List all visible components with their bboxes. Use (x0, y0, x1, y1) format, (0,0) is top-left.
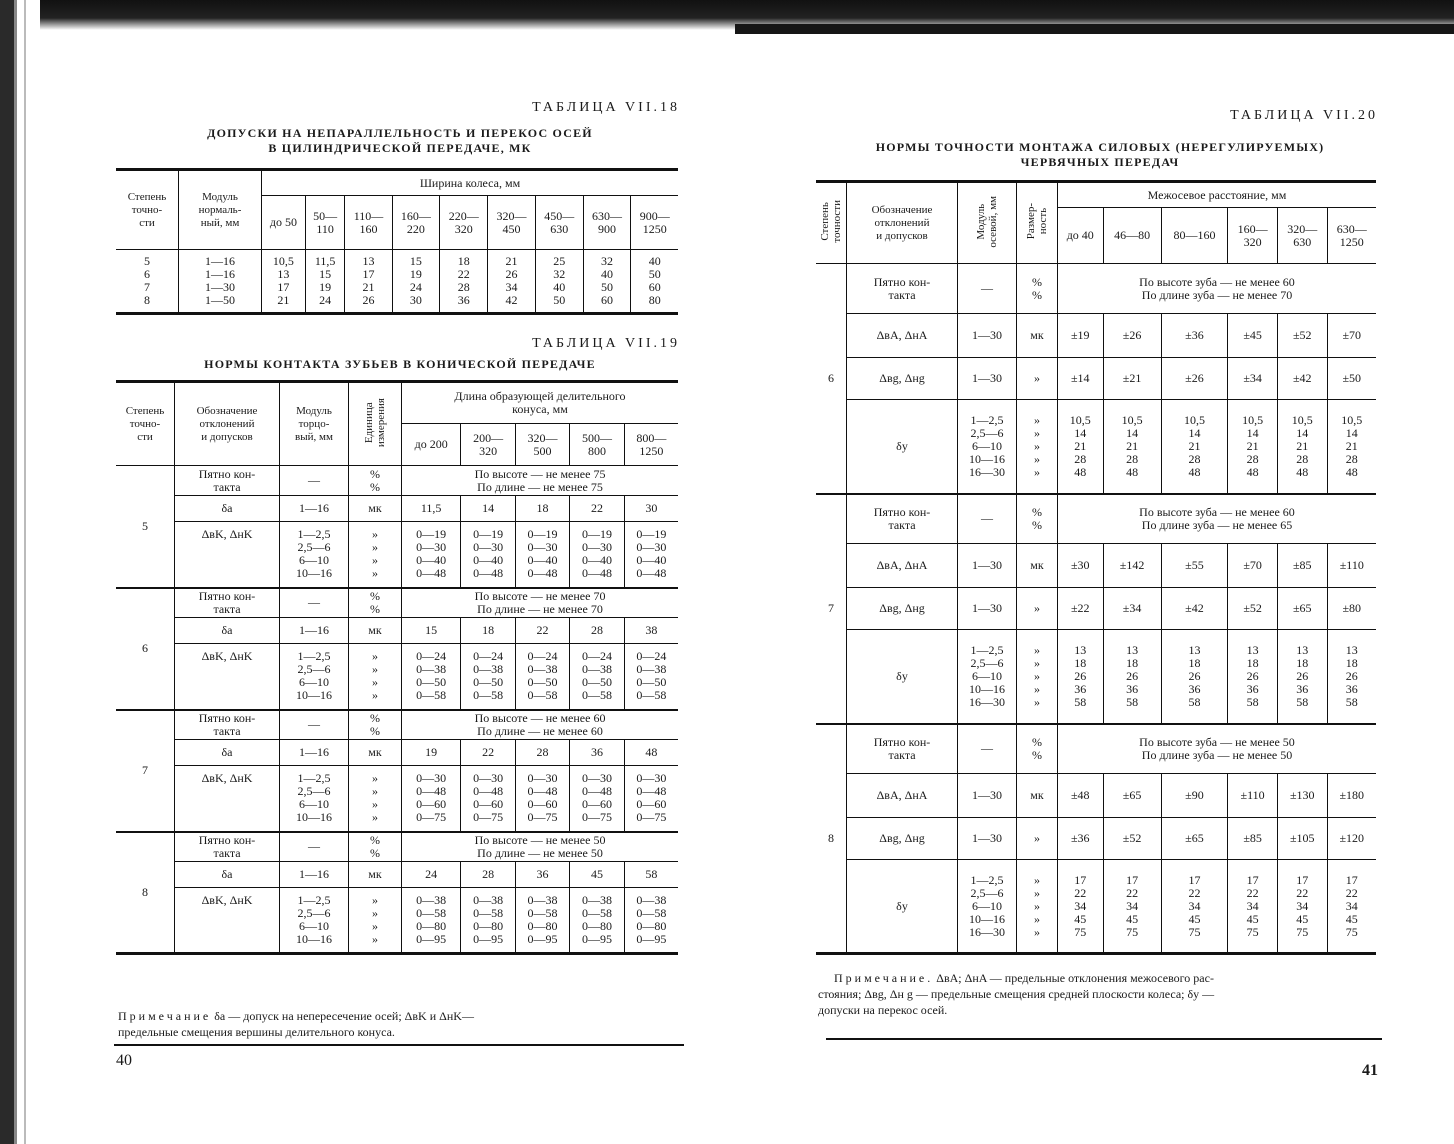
value-cell: ±45 (1228, 314, 1278, 358)
table-vii20-note (818, 970, 1394, 1018)
dimension-cell: » » » » » (1017, 860, 1058, 954)
page-bottom-rule (114, 1044, 684, 1046)
value-cell: 10,5 14 21 28 48 (1327, 400, 1376, 494)
delta-a-label: ΔвA, ΔнA (847, 314, 958, 358)
module-cell: 1—30 (958, 314, 1017, 358)
value-cell: 0—30 0—48 0—60 0—75 (624, 766, 678, 832)
value-cell: ±19 (1058, 314, 1104, 358)
value-cell: 38 (624, 618, 678, 644)
unit-cell: % % (349, 466, 402, 496)
contact-label: Пятно кон- такта (175, 588, 280, 618)
note-text-3: допуски на перекос осей. (818, 1003, 948, 1017)
module-cell: 1—2,5 2,5—6 6—10 10—16 16—30 (958, 860, 1017, 954)
delta-k-label: ΔвK, ΔнK (175, 766, 280, 832)
table-vii18 (116, 168, 678, 315)
value-cell: ±65 (1277, 588, 1327, 630)
value-cell: 25 32 40 50 (535, 250, 583, 314)
module-cell: 1—2,5 2,5—6 6—10 10—16 (280, 888, 349, 954)
value-cell: 58 (624, 862, 678, 888)
table-vii20-label: ТАБЛИЦА VII.20 (1230, 108, 1378, 123)
value-cell: 13 18 26 36 58 (1228, 630, 1278, 724)
value-cell: 10,5 14 21 28 48 (1058, 400, 1104, 494)
degree-cell: 7 (816, 494, 847, 724)
contact-label: Пятно кон- такта (175, 710, 280, 740)
table-vii18-label: ТАБЛИЦА VII.18 (532, 100, 680, 115)
table-row (116, 250, 678, 314)
table-vii19-body (116, 466, 678, 954)
note-word: Примечание (118, 1009, 212, 1023)
module-cell: — (958, 264, 1017, 314)
col-header-width: Ширина колеса, мм (262, 170, 679, 196)
value-cell: ±70 (1228, 544, 1278, 588)
note-word: Примечание. (834, 971, 934, 985)
note-text: δа — допуск на непересечение осей; ΔвK и ΔнK— (211, 1009, 474, 1023)
value-cell: 36 (570, 740, 624, 766)
contact-text: По высоте — не менее 70 По длине — не менее 70 (402, 588, 679, 618)
value-cell: 28 (515, 740, 569, 766)
unit-cell: » » » » (349, 766, 402, 832)
value-cell: 13 18 26 36 58 (1327, 630, 1376, 724)
table-row (116, 740, 678, 766)
value-cell: 0—24 0—38 0—50 0—58 (461, 644, 515, 710)
col-width-5: 320— 450 (488, 196, 536, 250)
value-cell: ±34 (1228, 358, 1278, 400)
module-cell: — (280, 710, 349, 740)
value-cell: ±180 (1327, 774, 1376, 818)
col-length-2: 320— 500 (515, 424, 569, 466)
table-row (816, 358, 1376, 400)
value-cell: 10,5 14 21 28 48 (1228, 400, 1278, 494)
value-cell: ±85 (1277, 544, 1327, 588)
module-header-text: Модуль осевой, мм (975, 195, 999, 248)
value-cell: ±110 (1327, 544, 1376, 588)
delta-g-label: Δвg, Δнg (847, 818, 958, 860)
value-cell: ±142 (1103, 544, 1161, 588)
value-cell: 28 (461, 862, 515, 888)
table-row (816, 860, 1376, 954)
value-cell: ±30 (1058, 544, 1104, 588)
value-cell: 28 (570, 618, 624, 644)
value-cell: 0—38 0—58 0—80 0—95 (570, 888, 624, 954)
degree-cell: 5 6 7 8 (144, 254, 150, 307)
contact-label: Пятно кон- такта (847, 494, 958, 544)
value-cell: 17 22 34 45 75 (1228, 860, 1278, 954)
unit-cell: » » » » (349, 522, 402, 588)
value-cell: 17 22 34 45 75 (1161, 860, 1228, 954)
col-header-length: Длина образующей делительного конуса, мм (402, 382, 679, 424)
dimension-cell: % % (1017, 264, 1058, 314)
delta-g-label: Δвg, Δнg (847, 358, 958, 400)
contact-text: По высоте — не менее 50 По длине — не менее 50 (402, 832, 679, 862)
table-vii18-title-line2: В ЦИЛИНДРИЧЕСКОЙ ПЕРЕДАЧЕ, МК (268, 141, 532, 155)
value-cell: 22 (570, 496, 624, 522)
col-length-4: 800— 1250 (624, 424, 678, 466)
col-header-degree: Степень точно- сти (116, 170, 179, 250)
module-cell: 1—16 (280, 618, 349, 644)
col-width-7: 630— 900 (583, 196, 631, 250)
value-cell: 0—24 0—38 0—50 0—58 (402, 644, 461, 710)
page-number: 41 (1362, 1062, 1378, 1079)
unit-cell: » » » » (349, 644, 402, 710)
module-cell: 1—16 (280, 862, 349, 888)
value-cell: 18 (461, 618, 515, 644)
col-width-2: 110— 160 (345, 196, 392, 250)
value-cell: 15 19 24 30 (392, 250, 440, 314)
dimension-cell: » (1017, 818, 1058, 860)
value-cell: 0—30 0—48 0—60 0—75 (461, 766, 515, 832)
contact-text: По высоте — не менее 60 По длине — не менее 60 (402, 710, 679, 740)
col-dist-4: 320— 630 (1277, 208, 1327, 264)
table-row (816, 588, 1376, 630)
value-cell: 13 17 21 26 (345, 250, 392, 314)
value-cell: 0—19 0—30 0—40 0—48 (515, 522, 569, 588)
value-cell: 40 50 60 80 (631, 250, 678, 314)
value-cell: 48 (624, 740, 678, 766)
value-cell: 10,5 14 21 28 48 (1277, 400, 1327, 494)
unit-cell: % % (349, 832, 402, 862)
value-cell: ±52 (1228, 588, 1278, 630)
right-page (800, 0, 1400, 1144)
delta-a-label: δа (175, 862, 280, 888)
delta-a-label: ΔвA, ΔнA (847, 544, 958, 588)
value-cell: 0—30 0—48 0—60 0—75 (515, 766, 569, 832)
page-bottom-rule (826, 1038, 1382, 1040)
value-cell: ±21 (1103, 358, 1161, 400)
module-cell: 1—2,5 2,5—6 6—10 10—16 (280, 644, 349, 710)
dimension-cell: мк (1017, 544, 1058, 588)
col-dist-5: 630— 1250 (1327, 208, 1376, 264)
degree-cell: 5 (116, 466, 175, 588)
dimension-cell: » » » » » (1017, 630, 1058, 724)
table-row (816, 264, 1376, 314)
col-dist-1: 46—80 (1103, 208, 1161, 264)
value-cell: 17 22 34 45 75 (1058, 860, 1104, 954)
contact-text: По высоте зуба — не менее 60 По длине зуба — не менее 70 (1058, 264, 1377, 314)
table-vii20-title (840, 140, 1360, 170)
value-cell: ±70 (1327, 314, 1376, 358)
dimension-header-text: Размер- ность (1025, 203, 1049, 240)
table-vii20-title-line1: НОРМЫ ТОЧНОСТИ МОНТАЖА СИЛОВЫХ (НЕРЕГУЛИРУЕМЫХ) (875, 140, 1325, 154)
dimension-cell: мк (1017, 774, 1058, 818)
value-cell: 17 22 34 45 75 (1103, 860, 1161, 954)
col-header-module: Модуль торцо- вый, мм (280, 382, 349, 466)
value-cell: 11,5 (402, 496, 461, 522)
contact-label: Пятно кон- такта (175, 832, 280, 862)
book-spine-line (24, 0, 26, 1144)
unit-cell: % % (349, 710, 402, 740)
table-vii19-title: НОРМЫ КОНТАКТА ЗУБЬЕВ В КОНИЧЕСКОЙ ПЕРЕДАЧЕ (204, 357, 596, 371)
value-cell: ±65 (1161, 818, 1228, 860)
value-cell: ±105 (1277, 818, 1327, 860)
value-cell: 19 (402, 740, 461, 766)
module-cell: — (280, 466, 349, 496)
value-cell: 10,5 14 21 28 48 (1161, 400, 1228, 494)
value-cell: 0—24 0—38 0—50 0—58 (624, 644, 678, 710)
value-cell: 45 (570, 862, 624, 888)
value-cell: 0—24 0—38 0—50 0—58 (515, 644, 569, 710)
dimension-cell: % % (1017, 724, 1058, 774)
value-cell: ±65 (1103, 774, 1161, 818)
delta-a-label: δа (175, 740, 280, 766)
unit-cell: мк (349, 740, 402, 766)
col-header-dimension (1017, 182, 1058, 264)
module-cell: — (958, 494, 1017, 544)
col-length-3: 500— 800 (570, 424, 624, 466)
table-row (816, 544, 1376, 588)
table-vii20 (816, 180, 1376, 955)
value-cell: ±42 (1277, 358, 1327, 400)
col-length-1: 200— 320 (461, 424, 515, 466)
col-dist-2: 80—160 (1161, 208, 1228, 264)
col-header-module (958, 182, 1017, 264)
contact-text: По высоте — не менее 75 По длине — не менее 75 (402, 466, 679, 496)
value-cell: ±120 (1327, 818, 1376, 860)
table-row (116, 618, 678, 644)
module-cell: 1—16 (280, 740, 349, 766)
col-header-distance: Межосевое расстояние, мм (1058, 182, 1377, 208)
module-cell: 1—2,5 2,5—6 6—10 10—16 (280, 766, 349, 832)
table-row (816, 400, 1376, 494)
module-cell: — (280, 832, 349, 862)
value-cell: 0—19 0—30 0—40 0—48 (570, 522, 624, 588)
delta-a-label: δа (175, 496, 280, 522)
degree-cell: 6 (116, 588, 175, 710)
degree-cell: 8 (142, 884, 148, 899)
value-cell: 17 22 34 45 75 (1277, 860, 1327, 954)
delta-g-label: Δвg, Δнg (847, 588, 958, 630)
delta-y-label: δу (847, 400, 958, 494)
table-row (116, 710, 678, 740)
value-cell: ±36 (1058, 818, 1104, 860)
value-cell: 0—30 0—48 0—60 0—75 (402, 766, 461, 832)
degree-header-text: Степень точности (819, 200, 843, 243)
col-dist-0: до 40 (1058, 208, 1104, 264)
left-page (100, 0, 690, 1144)
value-cell: ±85 (1228, 818, 1278, 860)
delta-y-label: δу (847, 860, 958, 954)
delta-k-label: ΔвK, ΔнK (175, 888, 280, 954)
value-cell: 24 (402, 862, 461, 888)
value-cell: 0—38 0—58 0—80 0—95 (402, 888, 461, 954)
value-cell: ±130 (1277, 774, 1327, 818)
table-vii20-body (816, 264, 1376, 954)
table-row (816, 818, 1376, 860)
book-spine-shadow (0, 0, 14, 1144)
value-cell: 13 18 26 36 58 (1058, 630, 1104, 724)
table-vii19 (116, 380, 678, 955)
table-vii18-title (160, 126, 640, 156)
value-cell: 13 18 26 36 58 (1277, 630, 1327, 724)
value-cell: 0—19 0—30 0—40 0—48 (402, 522, 461, 588)
value-cell: 30 (624, 496, 678, 522)
table-row (116, 466, 678, 496)
unit-cell: % % (349, 588, 402, 618)
table-row (816, 314, 1376, 358)
module-cell: 1—2,5 2,5—6 6—10 10—16 16—30 (958, 630, 1017, 724)
col-header-module: Модуль нормаль- ный, мм (179, 170, 262, 250)
value-cell: ±48 (1058, 774, 1104, 818)
degree-cell: 7 (116, 710, 175, 832)
value-cell: 36 (515, 862, 569, 888)
module-cell: 1—30 (958, 774, 1017, 818)
value-cell: 15 (402, 618, 461, 644)
book-spine-edge (14, 0, 17, 1144)
col-dist-3: 160— 320 (1228, 208, 1278, 264)
module-cell: 1—16 1—16 1—30 1—50 (179, 250, 262, 314)
unit-header-text: Единица измерения (363, 397, 387, 448)
value-cell: 0—24 0—38 0—50 0—58 (570, 644, 624, 710)
module-cell: 1—30 (958, 818, 1017, 860)
value-cell: ±36 (1161, 314, 1228, 358)
delta-k-label: ΔвK, ΔнK (175, 522, 280, 588)
col-width-4: 220— 320 (440, 196, 488, 250)
contact-label: Пятно кон- такта (175, 466, 280, 496)
value-cell: 22 (461, 740, 515, 766)
value-cell: 18 (515, 496, 569, 522)
value-cell: 13 18 26 36 58 (1161, 630, 1228, 724)
value-cell: 0—38 0—58 0—80 0—95 (461, 888, 515, 954)
col-header-designation: Обозначение отклонений и допусков (847, 182, 958, 264)
unit-cell: мк (349, 496, 402, 522)
unit-cell: мк (349, 618, 402, 644)
dimension-cell: » (1017, 358, 1058, 400)
col-width-1: 50— 110 (305, 196, 345, 250)
value-cell: ±14 (1058, 358, 1104, 400)
value-cell: ±34 (1103, 588, 1161, 630)
value-cell: ±110 (1228, 774, 1278, 818)
value-cell: ±22 (1058, 588, 1104, 630)
table-vii19-note (118, 1008, 683, 1040)
table-vii18-title-line1: ДОПУСКИ НА НЕПАРАЛЛЕЛЬНОСТЬ И ПЕРЕКОС ОСЕЙ (207, 126, 593, 140)
table-row (116, 862, 678, 888)
value-cell: 0—19 0—30 0—40 0—48 (624, 522, 678, 588)
degree-cell: 8 (828, 830, 834, 845)
value-cell: ±55 (1161, 544, 1228, 588)
col-width-8: 900— 1250 (631, 196, 678, 250)
col-width-0: до 50 (262, 196, 306, 250)
col-width-3: 160— 220 (392, 196, 440, 250)
delta-y-label: δу (847, 630, 958, 724)
contact-label: Пятно кон- такта (847, 264, 958, 314)
value-cell: 21 26 34 42 (488, 250, 536, 314)
value-cell: 0—19 0—30 0—40 0—48 (461, 522, 515, 588)
module-cell: 1—2,5 2,5—6 6—10 10—16 (280, 522, 349, 588)
value-cell: ±90 (1161, 774, 1228, 818)
table-row (116, 496, 678, 522)
dimension-cell: мк (1017, 314, 1058, 358)
table-vii19-label: ТАБЛИЦА VII.19 (532, 336, 680, 351)
table-row (116, 832, 678, 862)
value-cell: 22 (515, 618, 569, 644)
table-row (116, 888, 678, 954)
value-cell: 0—38 0—58 0—80 0—95 (515, 888, 569, 954)
module-cell: 1—30 (958, 544, 1017, 588)
module-cell: — (958, 724, 1017, 774)
table-row (816, 630, 1376, 724)
value-cell: 0—30 0—48 0—60 0—75 (570, 766, 624, 832)
value-cell: 10,5 14 21 28 48 (1103, 400, 1161, 494)
note-text: ΔвA; ΔнA — предельные отклонения межосевого рас- (933, 971, 1214, 985)
module-cell: — (280, 588, 349, 618)
table-row (816, 774, 1376, 818)
value-cell: 18 22 28 36 (440, 250, 488, 314)
value-cell: 32 40 50 60 (583, 250, 631, 314)
unit-cell: » » » » (349, 888, 402, 954)
value-cell: 14 (461, 496, 515, 522)
value-cell: ±26 (1161, 358, 1228, 400)
value-cell: 13 18 26 36 58 (1103, 630, 1161, 724)
delta-k-label: ΔвK, ΔнK (175, 644, 280, 710)
value-cell: ±50 (1327, 358, 1376, 400)
table-row (816, 494, 1376, 544)
dimension-cell: » (1017, 588, 1058, 630)
delta-a-label: δа (175, 618, 280, 644)
col-header-degree (816, 182, 847, 264)
col-width-6: 450— 630 (535, 196, 583, 250)
table-vii20-title-line2: ЧЕРВЯЧНЫХ ПЕРЕДАЧ (1020, 155, 1180, 169)
col-header-designation: Обозначение отклонений и допусков (175, 382, 280, 466)
col-length-0: до 200 (402, 424, 461, 466)
delta-a-label: ΔвA, ΔнA (847, 774, 958, 818)
value-cell: ±80 (1327, 588, 1376, 630)
degree-cell: 6 (816, 264, 847, 494)
module-cell: 1—2,5 2,5—6 6—10 10—16 16—30 (958, 400, 1017, 494)
dimension-cell: % % (1017, 494, 1058, 544)
module-cell: 1—30 (958, 588, 1017, 630)
value-cell: 0—38 0—58 0—80 0—95 (624, 888, 678, 954)
note-text-2: стояния; Δвg, Δн g — предельные смещения средней плоскости колеса; δу — (818, 987, 1215, 1001)
value-cell: ±52 (1103, 818, 1161, 860)
contact-text: По высоте зуба — не менее 60 По длине зуба — не менее 65 (1058, 494, 1377, 544)
module-cell: 1—30 (958, 358, 1017, 400)
value-cell: 11,5 15 19 24 (305, 250, 345, 314)
table-row (116, 766, 678, 832)
note-text-2: предельные смещения вершины делительного конуса. (118, 1025, 395, 1039)
table-row (816, 724, 1376, 774)
page-number: 40 (116, 1052, 132, 1069)
col-header-unit (349, 382, 402, 466)
table-row (116, 588, 678, 618)
dimension-cell: » » » » » (1017, 400, 1058, 494)
value-cell: ±26 (1103, 314, 1161, 358)
contact-label: Пятно кон- такта (847, 724, 958, 774)
value-cell: 10,5 13 17 21 (262, 250, 306, 314)
col-header-degree: Степень точно- сти (116, 382, 175, 466)
table-row (116, 644, 678, 710)
value-cell: ±42 (1161, 588, 1228, 630)
value-cell: ±52 (1277, 314, 1327, 358)
unit-cell: мк (349, 862, 402, 888)
table-row (116, 522, 678, 588)
contact-text: По высоте зуба — не менее 50 По длине зуба — не менее 50 (1058, 724, 1377, 774)
module-cell: 1—16 (280, 496, 349, 522)
value-cell: 17 22 34 45 75 (1327, 860, 1376, 954)
